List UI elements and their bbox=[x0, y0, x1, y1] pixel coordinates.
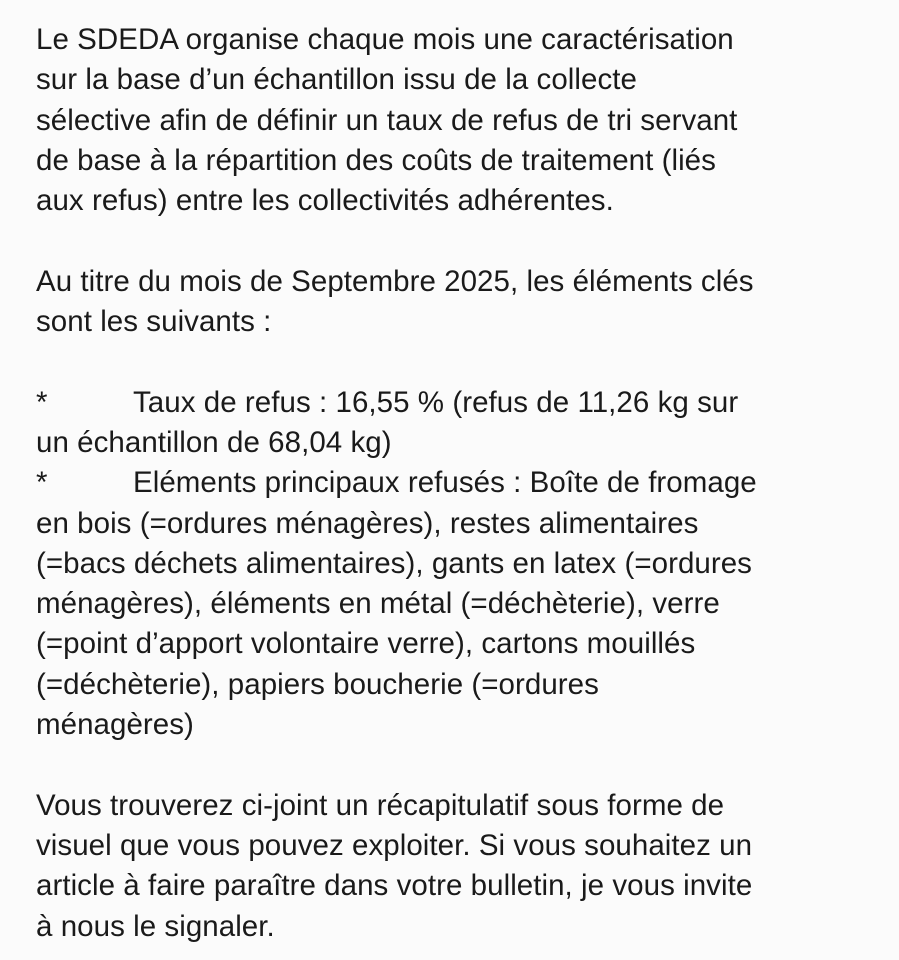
text-line: sont les suivants : bbox=[36, 305, 272, 339]
bullet-text: Taux de refus : 16,55 % (refus de 11,26 kg sur bbox=[133, 385, 739, 419]
text-line: Au titre du mois de Septembre 2025, les éléments clés bbox=[36, 264, 754, 298]
refused-items-bullet bbox=[36, 463, 866, 745]
text-line: ménagères) bbox=[36, 708, 194, 742]
text-line: (=déchèterie), papiers boucherie (=ordures bbox=[36, 667, 599, 701]
text-line: à nous le signaler. bbox=[36, 909, 275, 943]
paragraph-spacer bbox=[36, 745, 866, 785]
text-line: un échantillon de 68,04 kg) bbox=[36, 425, 392, 459]
refusal-rate-bullet bbox=[36, 383, 866, 464]
text-line: visuel que vous pouvez exploiter. Si vous souhaitez un bbox=[36, 828, 753, 862]
text-line: ménagères), éléments en métal (=déchèterie), verre bbox=[36, 587, 720, 621]
closing-paragraph bbox=[36, 786, 866, 947]
text-line: en bois (=ordures ménagères), restes alimentaires bbox=[36, 506, 699, 540]
text-line: (=point d’apport volontaire verre), cartons mouillés bbox=[36, 627, 696, 661]
text-line: sur la base d’un échantillon issu de la collecte bbox=[36, 63, 637, 97]
text-line: Le SDEDA organise chaque mois une caractérisation bbox=[36, 23, 734, 56]
text-line: sélective afin de définir un taux de refus de tri servant bbox=[36, 103, 738, 137]
bullet-marker: * bbox=[36, 385, 48, 419]
intro-paragraph bbox=[36, 20, 866, 221]
period-paragraph bbox=[36, 262, 866, 343]
text-line: Vous trouverez ci-joint un récapitulatif sous forme de bbox=[36, 788, 725, 822]
text-line bbox=[36, 463, 866, 503]
paragraph-spacer bbox=[36, 221, 866, 261]
bullet-marker: * bbox=[36, 466, 48, 500]
text-line: article à faire paraître dans votre bulletin, je vous invite bbox=[36, 869, 753, 903]
text-line: aux refus) entre les collectivités adhérentes. bbox=[36, 184, 614, 218]
text-line: (=bacs déchets alimentaires), gants en latex (=ordures bbox=[36, 546, 752, 580]
text-line bbox=[36, 383, 866, 423]
bullet-text: Eléments principaux refusés : Boîte de fromage bbox=[133, 466, 757, 500]
message-body bbox=[36, 20, 866, 947]
text-line: de base à la répartition des coûts de traitement (liés bbox=[36, 143, 716, 177]
paragraph-spacer bbox=[36, 342, 866, 382]
